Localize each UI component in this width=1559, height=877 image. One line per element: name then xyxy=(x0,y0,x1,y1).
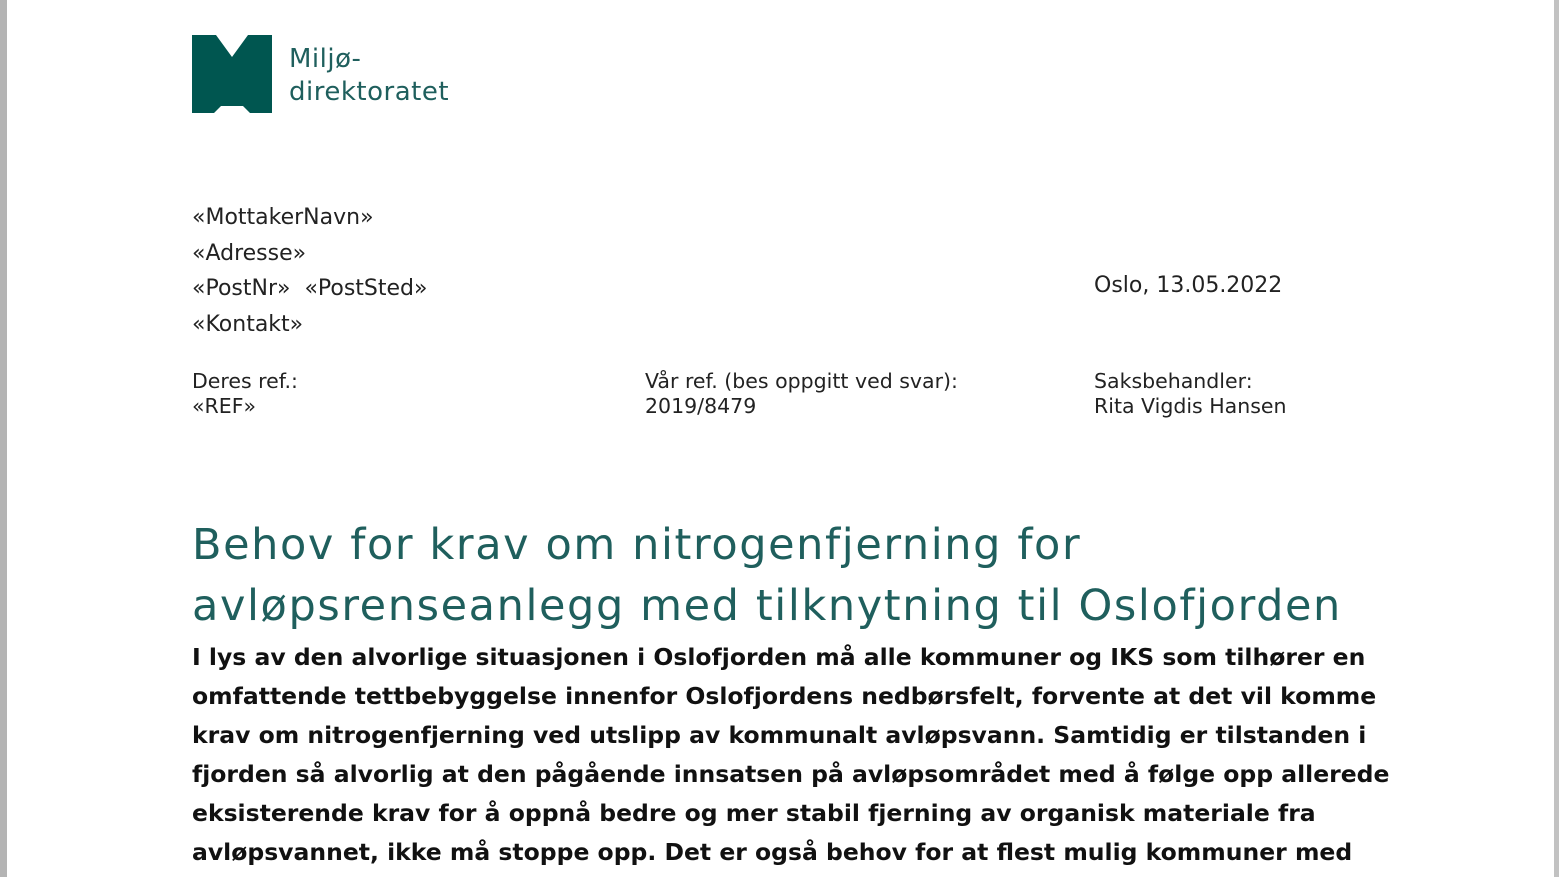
reference-row xyxy=(0,369,1559,429)
lead-paragraph xyxy=(192,638,1392,872)
our-reference-label: Vår ref. (bes oppgitt ved svar): xyxy=(645,369,958,393)
letter-date: Oslo, 13.05.2022 xyxy=(1094,273,1283,298)
case-handler-label: Saksbehandler: xyxy=(1094,369,1253,393)
miljodirektoratet-m-logo-icon xyxy=(192,35,272,113)
letter-title xyxy=(192,515,1442,637)
logo xyxy=(192,35,449,113)
recipient-address xyxy=(192,200,427,342)
logo-wordmark-line-2: direktoratet xyxy=(289,77,450,107)
case-handler-value: Rita Vigdis Hansen xyxy=(1094,394,1287,418)
lead-line-1: I lys av den alvorlige situasjonen i Oslofjorden må alle kommuner og IKS som tilhører en xyxy=(192,643,1366,671)
our-reference xyxy=(645,369,958,419)
logo-wordmark-line-1: Miljø- xyxy=(289,44,362,74)
page-edge-right xyxy=(1554,0,1559,877)
lead-line-2: omfattende tettbebyggelse innenfor Oslofjordens nedbørsfelt, forvente at det vil komme xyxy=(192,682,1377,710)
case-handler xyxy=(1094,369,1287,419)
recipient-name: «MottakerNavn» xyxy=(192,205,374,230)
logo-wordmark xyxy=(289,43,449,109)
their-reference-label: Deres ref.: xyxy=(192,369,298,393)
their-reference xyxy=(192,369,298,419)
their-reference-value: «REF» xyxy=(192,394,257,418)
letter-title-line-2: avløpsrenseanlegg med tilknytning til Oslofjorden xyxy=(192,581,1342,631)
page-edge-left xyxy=(0,0,7,877)
lead-line-5: eksisterende krav for å oppnå bedre og mer stabil fjerning av organisk materiale fra xyxy=(192,799,1316,827)
recipient-street: «Adresse» xyxy=(192,240,307,266)
lead-line-6: avløpsvannet, ikke må stoppe opp. Det er også behov for at flest mulig kommuner med xyxy=(192,838,1353,866)
lead-line-3: krav om nitrogenfjerning ved utslipp av kommunalt avløpsvann. Samtidig er tilstanden i xyxy=(192,721,1367,749)
lead-line-4: fjorden så alvorlig at den pågående innsatsen på avløpsområdet med å følge opp allerede xyxy=(192,760,1390,788)
our-reference-value: 2019/8479 xyxy=(645,394,757,418)
recipient-postal: «PostNr» «PostSted» xyxy=(192,276,428,301)
letter-title-line-1: Behov for krav om nitrogenfjerning for xyxy=(192,520,1082,570)
recipient-contact: «Kontakt» xyxy=(192,311,304,337)
